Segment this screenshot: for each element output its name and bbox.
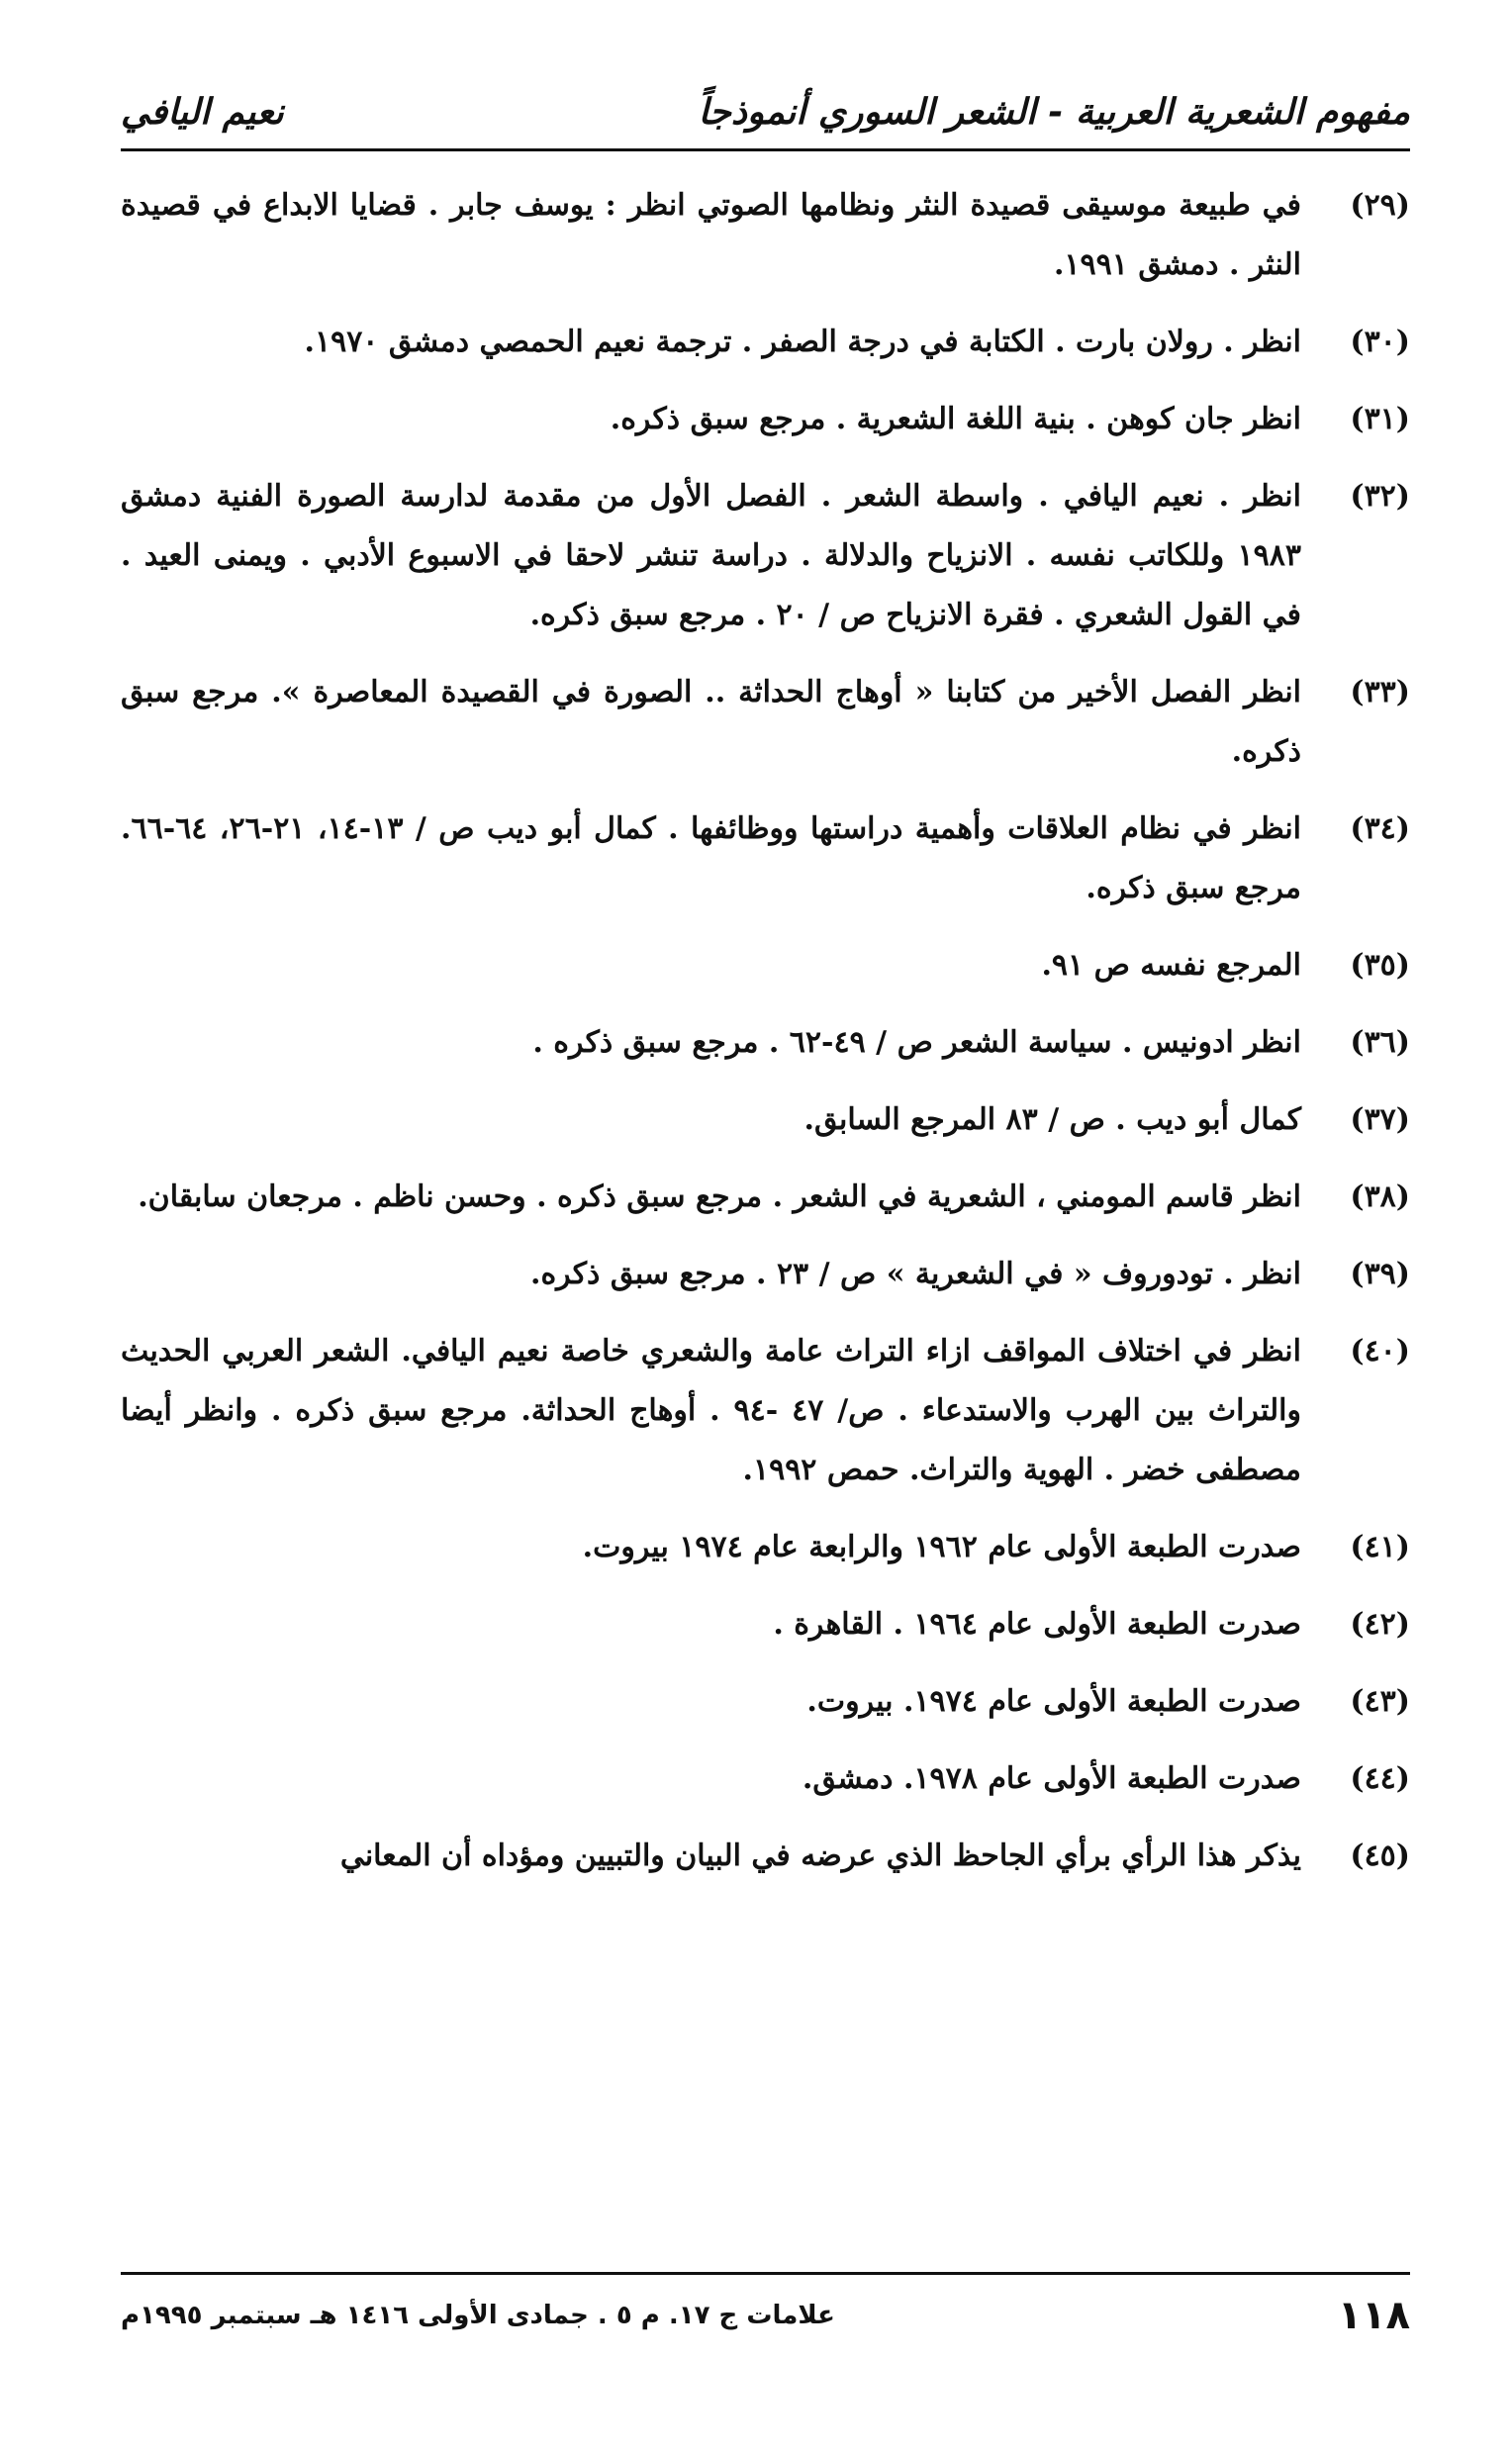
endnotes-list xyxy=(121,176,1410,1904)
endnote-text: انظر الفصل الأخير من كتابنا « أوهاج الحداثة .. الصورة في القصيدة المعاصرة ». مرجع سبق ذكره. xyxy=(121,675,1301,769)
endnote xyxy=(121,1322,1410,1500)
endnote-text: في طبيعة موسيقى قصيدة النثر ونظامها الصوتي انظر : يوسف جابر . قضايا الابداع في قصيدة النثر . دمشق ١٩٩١. xyxy=(121,188,1301,282)
endnote-number: (٣٢) xyxy=(1350,479,1410,514)
endnote-text: انظر . تودوروف « في الشعرية » ص / ٢٣ . مرجع سبق ذكره. xyxy=(530,1257,1301,1291)
endnote-text: يذكر هذا الرأي برأي الجاحظ الذي عرضه في البيان والتبيين ومؤداه أن المعاني xyxy=(339,1839,1301,1873)
endnote-number: (٤٠) xyxy=(1350,1334,1410,1369)
endnote xyxy=(121,1245,1410,1304)
endnote-number: (٣٧) xyxy=(1350,1102,1410,1137)
endnote-text: صدرت الطبعة الأولى عام ١٩٧٨. دمشق. xyxy=(802,1761,1301,1796)
endnote xyxy=(121,313,1410,372)
running-header xyxy=(121,77,1410,146)
header-rule xyxy=(121,148,1410,151)
endnote xyxy=(121,1090,1410,1150)
endnote xyxy=(121,936,1410,995)
endnote-text: انظر ادونيس . سياسة الشعر ص / ٤٩-٦٢ . مرجع سبق ذكره . xyxy=(532,1025,1301,1060)
endnote-text: انظر في اختلاف المواقف ازاء التراث عامة والشعري خاصة نعيم اليافي. الشعر العربي الحديث والتراث بين الهرب والاستدعاء . ص/ ٤٧ -٩٤ . أوهاج الحداثة. مرجع سبق ذكره . وانظر أيضا مصطفى خضر . الهوية والتراث. حمص ١٩٩٢. xyxy=(121,1334,1301,1487)
endnote-number: (٤٢) xyxy=(1350,1607,1410,1642)
endnote-text: انظر . رولان بارت . الكتابة في درجة الصفر . ترجمة نعيم الحمصي دمشق ١٩٧٠. xyxy=(304,325,1301,359)
endnote xyxy=(121,663,1410,782)
endnote-text: انظر . نعيم اليافي . واسطة الشعر . الفصل الأول من مقدمة لدارسة الصورة الفنية دمشق ١٩٨٣ وللكاتب نفسه . الانزياح والدلالة . دراسة تنشر لاحقا في الاسبوع الأدبي . ويمنى العيد . في القول الشعري . فقرة الانزياح ص / ٢٠ . مرجع سبق ذكره. xyxy=(121,479,1301,632)
endnote xyxy=(121,800,1410,918)
endnote-text: انظر قاسم المومني ، الشعرية في الشعر . مرجع سبق ذكره . وحسن ناظم . مرجعان سابقان. xyxy=(138,1180,1301,1214)
endnote-number: (٣٥) xyxy=(1350,948,1410,983)
endnote-number: (٣٣) xyxy=(1350,675,1410,709)
endnote xyxy=(121,390,1410,449)
endnote-number: (٤٥) xyxy=(1350,1839,1410,1873)
endnote xyxy=(121,1749,1410,1809)
endnote-text: صدرت الطبعة الأولى عام ١٩٦٢ والرابعة عام ١٩٧٤ بيروت. xyxy=(582,1530,1301,1564)
endnote-text: كمال أبو ديب . ص / ٨٣ المرجع السابق. xyxy=(803,1102,1301,1137)
endnote-text: صدرت الطبعة الأولى عام ١٩٦٤ . القاهرة . xyxy=(773,1607,1301,1642)
endnote-text: انظر جان كوهن . بنية اللغة الشعرية . مرجع سبق ذكره. xyxy=(610,402,1301,436)
endnote-number: (٣٦) xyxy=(1350,1025,1410,1060)
endnote xyxy=(121,1672,1410,1732)
running-author: نعيم اليافي xyxy=(121,91,284,133)
endnote-number: (٣١) xyxy=(1350,402,1410,436)
endnote-text: صدرت الطبعة الأولى عام ١٩٧٤. بيروت. xyxy=(806,1684,1301,1719)
endnote-number: (٢٩) xyxy=(1350,188,1410,223)
page-footer xyxy=(121,2286,1410,2345)
endnote-number: (٣٩) xyxy=(1350,1257,1410,1291)
endnote-number: (٣٤) xyxy=(1350,811,1410,846)
endnote-number: (٣٨) xyxy=(1350,1180,1410,1214)
endnote-number: (٤١) xyxy=(1350,1530,1410,1564)
endnote-number: (٣٠) xyxy=(1350,325,1410,359)
page-number: ١١٨ xyxy=(1337,2293,1410,2338)
endnote xyxy=(121,1595,1410,1654)
endnote-number: (٤٤) xyxy=(1350,1761,1410,1796)
journal-issue-info: علامات ج ١٧. م ٥ . جمادى الأولى ١٤١٦ هـ سبتمبر ١٩٩٥م xyxy=(121,2301,835,2330)
endnote-text: المرجع نفسه ص ٩١. xyxy=(1041,948,1301,983)
endnote xyxy=(121,467,1410,645)
endnote xyxy=(121,1013,1410,1073)
endnote xyxy=(121,1518,1410,1577)
endnote xyxy=(121,1168,1410,1227)
endnote xyxy=(121,176,1410,295)
endnote-number: (٤٣) xyxy=(1350,1684,1410,1719)
endnote xyxy=(121,1827,1410,1886)
endnote-text: انظر في نظام العلاقات وأهمية دراستها ووظائفها . كمال أبو ديب ص / ١٣-١٤، ٢١-٢٦، ٦٤-٦٦. مرجع سبق ذكره. xyxy=(121,811,1302,905)
footer-rule xyxy=(121,2272,1410,2275)
running-title: مفهوم الشعرية العربية - الشعر السوري أنموذجاً xyxy=(698,91,1410,133)
